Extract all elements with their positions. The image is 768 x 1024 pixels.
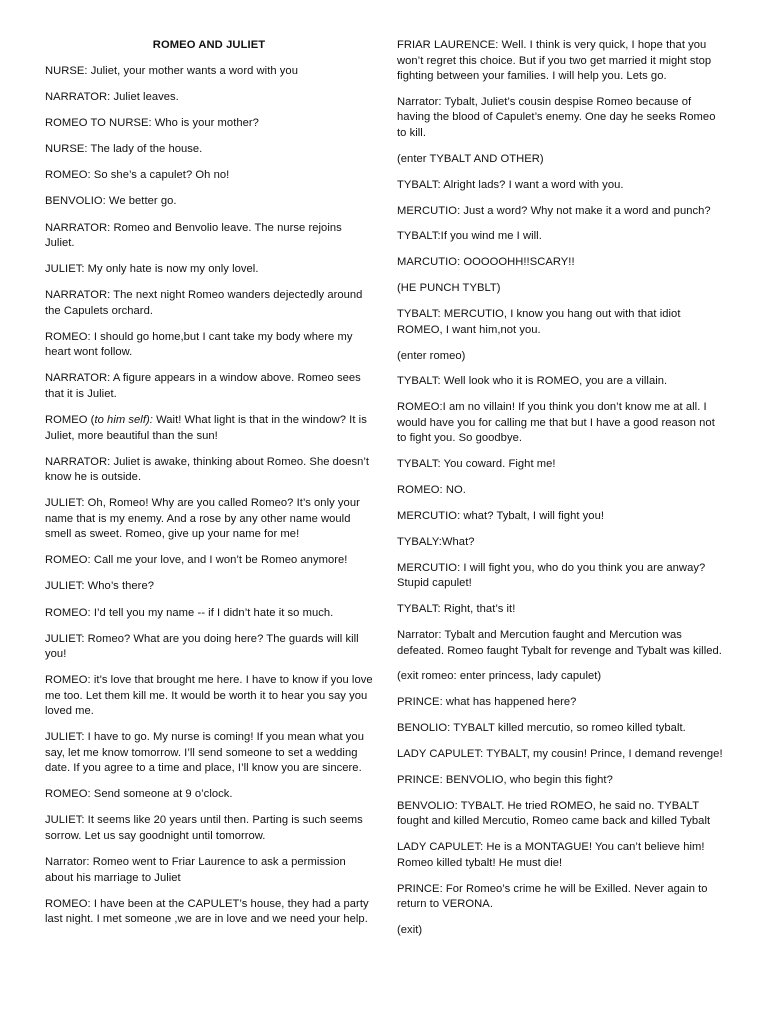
script-line: ROMEO: Send someone at 9 o’clock.	[45, 788, 233, 801]
script-line: Narrator: Tybalt, Juliet’s cousin despise Romeo because of having the blood of Capulet’s enemy. One day he seeks Romeo to kill.	[397, 95, 716, 139]
script-line: ROMEO: So she’s a capulet? Oh no!	[45, 169, 230, 182]
script-line: ROMEO: I have been at the CAPULET’s house, they had a party last night. I met someone ,we are in love and we need your help.	[45, 897, 369, 926]
script-line: (enter TYBALT AND OTHER)	[397, 152, 544, 165]
script-line: TYBALT: MERCUTIO, I know you hang out with that idiot ROMEO, I want him,not you.	[397, 308, 681, 336]
script-line: MERCUTIO: Just a word? Why not make it a word and punch?	[397, 204, 711, 217]
script-line: MARCUTIO: OOOOOHH!!SCARY!!	[397, 256, 575, 269]
aside-speech: Wait! What light is that in the window? It is Juliet, more beautiful than the sun!	[45, 414, 367, 442]
script-line: PRINCE: what has happened here?	[397, 696, 577, 709]
script-line-aside	[45, 413, 373, 444]
script-line: MERCUTIO: I will fight you, who do you think you are anway? Stupid capulet!	[397, 561, 706, 590]
script-line: NURSE: The lady of the house.	[45, 143, 203, 156]
script-line: JULIET: It seems like 20 years until then. Parting is such seems sorrow. Let us say goodnight until tomorrow.	[45, 814, 363, 842]
left-column	[45, 38, 373, 938]
script-line: ROMEO: it’s love that brought me here. I have to know if you love me too. Let them kill me. It would be worth it to hear you say you loved me.	[45, 674, 373, 718]
script-line: TYBALT: You coward. Fight me!	[397, 458, 556, 471]
script-line: NARRATOR: Juliet is awake, thinking about Romeo. She doesn’t know he is outside.	[45, 455, 370, 484]
right-column	[397, 38, 727, 949]
script-line: ROMEO: NO.	[397, 484, 466, 497]
document-title: ROMEO AND JULIET	[152, 39, 266, 51]
script-line: ROMEO TO NURSE: Who is your mother?	[45, 117, 259, 130]
script-line: ROMEO:I am no villain! If you think you don’t know me at all. I would have you for calling me that but I have a good reason not to fight you. So goodbye.	[397, 401, 715, 445]
script-line: JULIET: My only hate is now my only lovel.	[45, 263, 259, 276]
aside-direction: to him self):	[94, 414, 153, 427]
script-line: ROMEO: I should go home,but I cant take my body where my heart wont follow.	[45, 330, 353, 359]
script-line: TYBALY:What?	[397, 535, 475, 548]
script-line: TYBALT: Well look who it is ROMEO, you are a villain.	[397, 375, 668, 388]
script-line: PRINCE: For Romeo’s crime he will be Exilled. Never again to return to VERONA.	[397, 882, 708, 911]
script-line: JULIET: Oh, Romeo! Why are you called Romeo? It’s only your name that is my enemy. And a rose by any other name would smell as sweet. Romeo, give up your name for me!	[45, 497, 360, 541]
script-line: LADY CAPULET: He is a MONTAGUE! You can’t believe him! Romeo killed tybalt! He must die!	[397, 841, 705, 869]
script-line: LADY CAPULET: TYBALT, my cousin! Prince, I demand revenge!	[397, 748, 723, 761]
script-line: (enter romeo)	[397, 349, 466, 362]
script-line: NARRATOR: A figure appears in a window above. Romeo sees that it is Juliet.	[45, 372, 361, 400]
aside-speaker: ROMEO (	[45, 414, 95, 427]
script-line: Narrator: Tybalt and Mercution faught and Mercution was defeated. Romeo faught Tybalt for revenge and Tybalt was killed.	[397, 629, 722, 657]
script-line: ROMEO: I’d tell you my name -- if I didn’t hate it so much.	[45, 606, 334, 619]
script-line: TYBALT:If you wind me I will.	[397, 230, 542, 243]
script-line: (exit)	[397, 924, 423, 937]
script-line: NURSE: Juliet, your mother wants a word with you	[45, 65, 298, 77]
script-line: NARRATOR: Romeo and Benvolio leave. The nurse rejoins Juliet.	[45, 221, 342, 250]
script-line: MERCUTIO: what? Tybalt, I will fight you!	[397, 509, 605, 522]
script-line: (HE PUNCH TYBLT)	[397, 282, 501, 295]
script-line: TYBALT: Alright lads? I want a word with you.	[397, 178, 624, 191]
script-line: BENVOLIO: We better go.	[45, 195, 177, 208]
script-line: Narrator: Romeo went to Friar Laurence to ask a permission about his marriage to Juliet	[45, 856, 346, 884]
script-line: ROMEO: Call me your love, and I won’t be Romeo anymore!	[45, 554, 348, 567]
script-line: (exit romeo: enter princess, lady capulet)	[397, 670, 602, 683]
script-line: BENVOLIO: TYBALT. He tried ROMEO, he said no. TYBALT fought and killed Mercutio, Romeo came back and killed Tybalt	[397, 799, 711, 828]
script-line: TYBALT: Right, that’s it!	[397, 603, 516, 616]
script-line: JULIET: I have to go. My nurse is coming! If you mean what you say, let me know tomorrow. I’ll send someone to set a wedding date. If you agree to a time and place, I’ll know you are sincere.	[45, 731, 364, 775]
script-line: JULIET: Who’s there?	[45, 580, 154, 593]
script-line: PRINCE: BENVOLIO, who begin this fight?	[397, 773, 613, 786]
script-line: FRIAR LAURENCE: Well. I think is very quick, I hope that you won’t regret this choice. But if you two get married it might stop fighting between your families. I will help you. Lets go.	[397, 39, 712, 82]
script-line: BENOLIO: TYBALT killed mercutio, so romeo killed tybalt.	[397, 722, 686, 735]
script-line: NARRATOR: Juliet leaves.	[45, 91, 179, 104]
script-line: JULIET: Romeo? What are you doing here? The guards will kill you!	[45, 632, 359, 661]
script-line: NARRATOR: The next night Romeo wanders dejectedly around the Capulets orchard.	[45, 289, 363, 317]
